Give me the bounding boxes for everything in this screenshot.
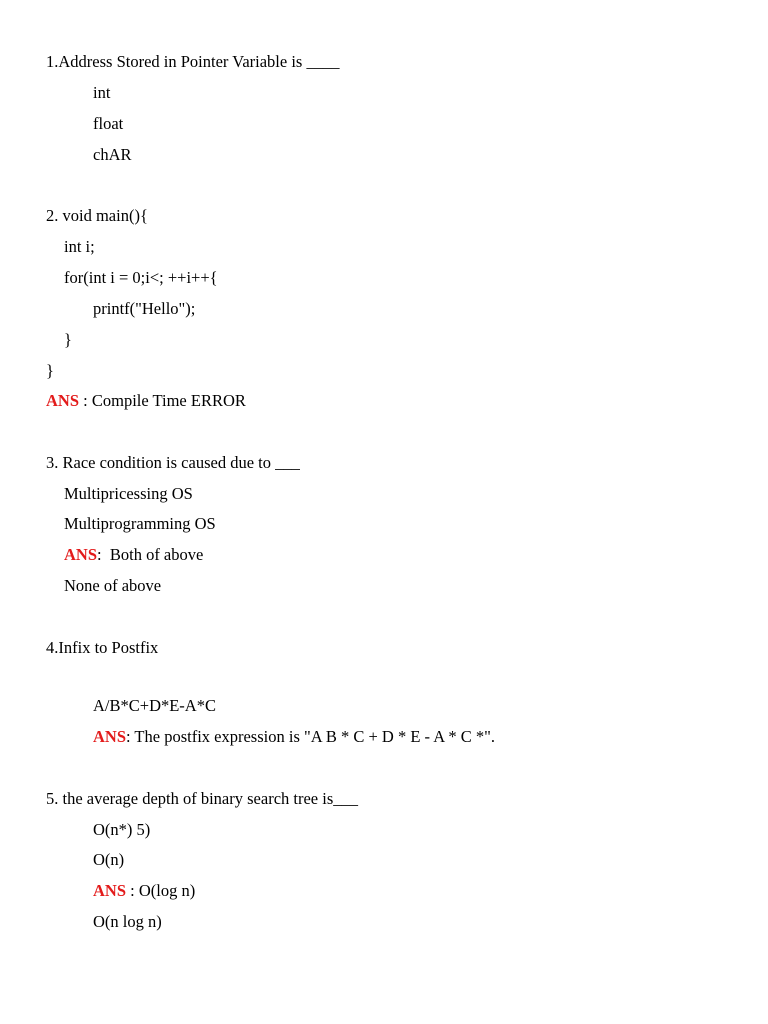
- q5-ans-text: : O(log n): [126, 881, 196, 900]
- q1-question: 1.Address Stored in Pointer Variable is ____: [46, 52, 340, 71]
- q4-answer: [93, 727, 495, 747]
- q1-option-float: float: [93, 114, 124, 133]
- q5-answer: [93, 881, 195, 901]
- q4-ans-text: : The postfix expression is "A B * C + D * E - A * C *".: [126, 727, 495, 746]
- q2-ans-label: ANS: [46, 391, 80, 410]
- q5-ans-label: ANS: [93, 881, 127, 900]
- q3-option-4: None of above: [64, 576, 162, 595]
- q2-ans-text: : Compile Time ERROR: [79, 391, 246, 410]
- q3-option-1: Multipricessing OS: [64, 484, 193, 503]
- q5-question: 5. the average depth of binary search tree is___: [46, 789, 358, 808]
- q3-option-2: Multiprogramming OS: [64, 514, 216, 533]
- q2-code-line-1: 2. void main(){: [46, 206, 148, 225]
- q3-ans-text: : Both of above: [97, 545, 204, 564]
- q4-question: 4.Infix to Postfix: [46, 638, 159, 657]
- q3-answer: [64, 545, 203, 565]
- q2-answer: [46, 391, 246, 411]
- q4-ans-label: ANS: [93, 727, 127, 746]
- q3-ans-label: ANS: [64, 545, 98, 564]
- q1-option-char: chAR: [93, 145, 132, 164]
- q5-option-2: O(n): [93, 850, 125, 869]
- q2-code-line-5: }: [64, 330, 72, 349]
- q2-code-line-3: for(int i = 0;i<; ++i++{: [64, 268, 218, 287]
- q3-question: 3. Race condition is caused due to ___: [46, 453, 300, 472]
- q1-option-int: int: [93, 83, 111, 102]
- q2-code-line-2: int i;: [64, 237, 95, 256]
- q4-expression: A/B*C+D*E-A*C: [93, 696, 216, 715]
- q5-option-1: O(n*) 5): [93, 820, 151, 839]
- q5-option-4: O(n log n): [93, 912, 162, 931]
- q2-code-line-6: }: [46, 361, 54, 380]
- q2-code-line-4: printf("Hello");: [93, 299, 196, 318]
